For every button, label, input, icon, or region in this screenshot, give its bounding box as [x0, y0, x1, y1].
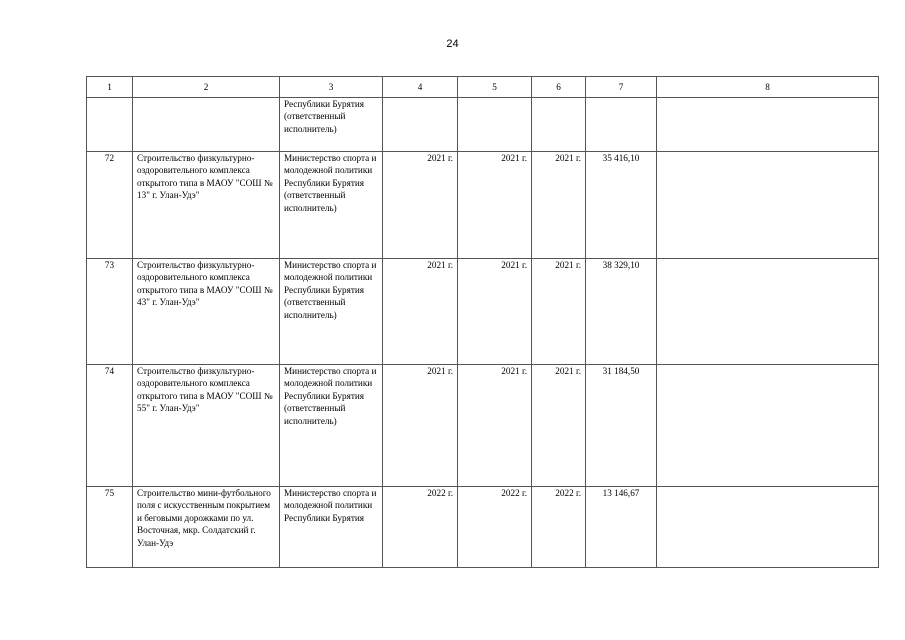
- header-cell: 6: [532, 77, 586, 98]
- header-cell: 4: [383, 77, 458, 98]
- header-cell: 7: [586, 77, 657, 98]
- cell-note: [657, 152, 879, 259]
- cell-name: [133, 98, 280, 152]
- cell-executor: Министерство спорта и молодежной политики Республики Бурятия (ответственный исполнитель): [280, 259, 383, 365]
- cell-num: 72: [87, 152, 133, 259]
- cell-year: 2021 г.: [458, 259, 532, 365]
- cell-amount: 35 416,10: [586, 152, 657, 259]
- cell-year: 2022 г.: [458, 487, 532, 568]
- header-cell: 8: [657, 77, 879, 98]
- cell-year: 2021 г.: [383, 365, 458, 487]
- header-cell: 1: [87, 77, 133, 98]
- table-row: [87, 152, 879, 259]
- cell-year: 2021 г.: [383, 259, 458, 365]
- cell-note: [657, 487, 879, 568]
- cell-year: 2021 г.: [532, 259, 586, 365]
- table-row: [87, 487, 879, 568]
- cell-amount: 31 184,50: [586, 365, 657, 487]
- cell-name: Строительство физкультурно-оздоровительного комплекса открытого типа в МАОУ "СОШ № 43" г. Улан-Удэ": [133, 259, 280, 365]
- table-row-continuation: [87, 98, 879, 152]
- cell-note: [657, 259, 879, 365]
- header-cell: 2: [133, 77, 280, 98]
- header-cell: 5: [458, 77, 532, 98]
- cell-year: 2021 г.: [532, 365, 586, 487]
- cell-year: 2022 г.: [383, 487, 458, 568]
- cell-year: 2022 г.: [532, 487, 586, 568]
- cell-num: 73: [87, 259, 133, 365]
- cell-executor: Министерство спорта и молодежной политики Республики Бурятия (ответственный исполнитель): [280, 365, 383, 487]
- cell-executor: Министерство спорта и молодежной политики Республики Бурятия: [280, 487, 383, 568]
- cell-amount: 13 146,67: [586, 487, 657, 568]
- cell-year: 2021 г.: [532, 152, 586, 259]
- cell-executor: Республики Бурятия (ответственный исполнитель): [280, 98, 383, 152]
- cell-num: 75: [87, 487, 133, 568]
- table-row: [87, 259, 879, 365]
- cell-name: Строительство мини-футбольного поля с искусственным покрытием и беговыми дорожками по ул. Восточная, мкр. Солдатский г. Улан-Удэ: [133, 487, 280, 568]
- cell-amount: 38 329,10: [586, 259, 657, 365]
- cell-num: [87, 98, 133, 152]
- measures-table: [86, 76, 879, 568]
- header-row: [87, 77, 879, 98]
- cell-num: 74: [87, 365, 133, 487]
- cell-year: 2021 г.: [458, 365, 532, 487]
- cell-year: 2021 г.: [383, 152, 458, 259]
- cell-name: Строительство физкультурно-оздоровительного комплекса открытого типа в МАОУ "СОШ № 55" г. Улан-Удэ": [133, 365, 280, 487]
- cell-note: [657, 365, 879, 487]
- page-number: 24: [446, 38, 459, 50]
- cell-year: 2021 г.: [458, 152, 532, 259]
- cell-name: Строительство физкультурно-оздоровительного комплекса открытого типа в МАОУ "СОШ № 13" г. Улан-Удэ": [133, 152, 280, 259]
- header-cell: 3: [280, 77, 383, 98]
- cell-executor: Министерство спорта и молодежной политики Республики Бурятия (ответственный исполнитель): [280, 152, 383, 259]
- table-row: [87, 365, 879, 487]
